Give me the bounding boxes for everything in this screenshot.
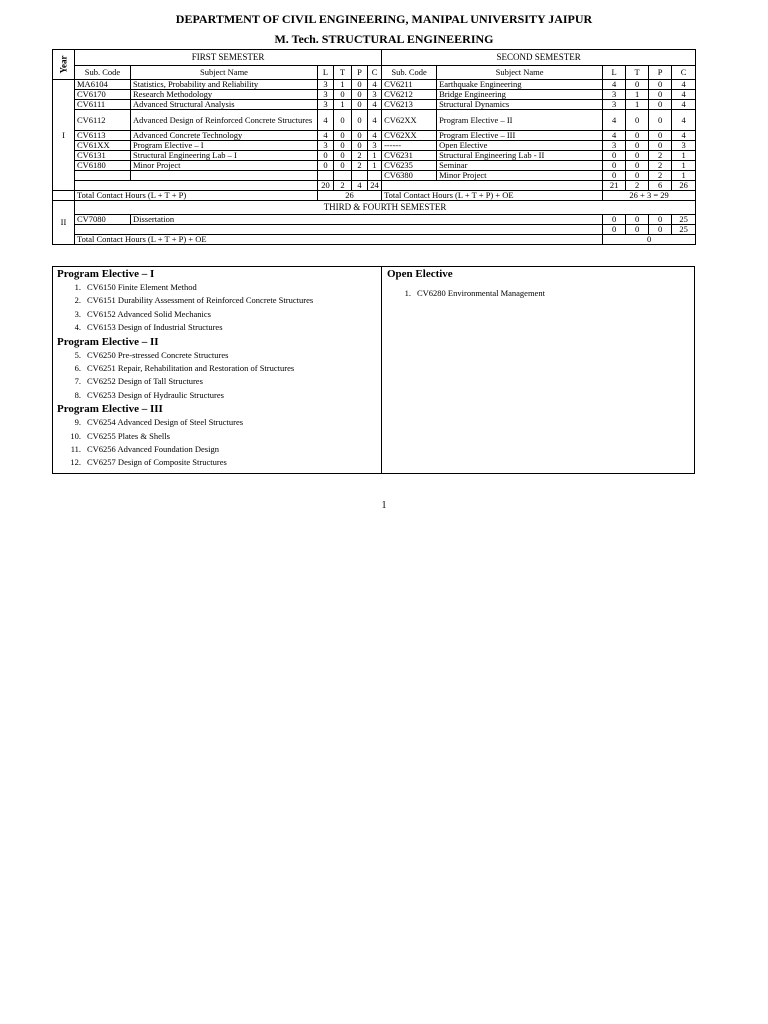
oe-title: Open Elective (387, 268, 453, 280)
second-semester-header: SECOND SEMESTER (382, 50, 696, 66)
sub-code-cell: MA6104 (75, 80, 131, 90)
elective-item (57, 362, 379, 375)
subject-name-cell: Advanced Structural Analysis (131, 100, 318, 110)
subject-name-cell: Bridge Engineering (437, 90, 603, 100)
contact-hours-row (53, 191, 696, 201)
elective-item (57, 308, 379, 321)
col-subject-name: Subject Name (131, 66, 318, 80)
total-cell: 4 (352, 181, 368, 191)
department-title: DEPARTMENT OF CIVIL ENGINEERING, MANIPAL UNIVERSITY JAIPUR (175, 12, 593, 26)
subject-name-cell: Structural Dynamics (437, 100, 603, 110)
total-cell: 2 (334, 181, 352, 191)
table-row (53, 161, 696, 171)
year-cell: I (53, 80, 75, 191)
table-row (53, 131, 696, 141)
sub-code-cell (75, 171, 131, 181)
elective-item (57, 349, 379, 362)
elective-item (57, 416, 379, 429)
subject-name-cell: Dissertation (131, 215, 603, 225)
hours-cell (368, 171, 382, 181)
hours-cell: 3 (318, 80, 334, 90)
hours-cell: 3 (318, 100, 334, 110)
elective-item (57, 375, 379, 388)
sub-code-cell: CV6235 (382, 161, 437, 171)
subject-name-cell: Minor Project (131, 161, 318, 171)
total-cell: 20 (318, 181, 334, 191)
elective-text: CV6150 Finite Element Method (87, 282, 197, 292)
hours-cell: 0 (603, 151, 626, 161)
total-cell: 0 (626, 225, 649, 235)
elective-text: CV6257 Design of Composite Structures (87, 457, 227, 468)
elective-number: 2. (74, 295, 81, 306)
elective-number: 7. (74, 376, 81, 387)
table-row (53, 90, 696, 100)
hours-cell: 4 (368, 100, 382, 110)
table-row (53, 171, 696, 181)
hours-cell: 4 (672, 90, 696, 100)
elective-text: CV6254 Advanced Design of Steel Structures (87, 417, 244, 428)
year-cell: II (53, 201, 75, 245)
table-row (53, 141, 696, 151)
elective-text: CV6152 Advanced Solid Mechanics (87, 308, 211, 319)
pe2-title: Program Elective – II (57, 335, 159, 348)
curriculum-table (52, 49, 696, 245)
sub-code-cell: CV62XX (382, 131, 437, 141)
sub-code-cell: CV6111 (75, 100, 131, 110)
contact-hours-value: 0 (603, 235, 696, 245)
elective-text: CV6280 Environmental Management (417, 288, 545, 298)
elective-text: CV6153 Design of Industrial Structures (87, 322, 223, 333)
col-l: L (603, 66, 626, 80)
sub-code-cell: CV61XX (75, 141, 131, 151)
hours-cell: 4 (603, 80, 626, 90)
elective-text: CV6252 Design of Tall Structures (87, 376, 203, 387)
elective-number: 9. (74, 417, 81, 428)
hours-cell: 0 (603, 161, 626, 171)
hours-cell: 4 (368, 80, 382, 90)
first-semester-header: FIRST SEMESTER (75, 50, 382, 66)
table-row (53, 110, 696, 131)
program-electives-column (57, 267, 379, 470)
elective-item (57, 456, 379, 469)
hours-cell: 2 (352, 151, 368, 161)
sub-code-cell: CV6212 (382, 90, 437, 100)
elective-text: CV6253 Design of Hydraulic Structures (87, 389, 224, 400)
hours-cell: 0 (649, 110, 672, 131)
col-c: C (368, 66, 382, 80)
elective-number: 1. (404, 288, 411, 298)
hours-cell: 3 (603, 141, 626, 151)
elective-text: CV6251 Repair, Rehabilitation and Restoration of Structures (87, 363, 295, 374)
elective-text: CV6255 Plates & Shells (87, 430, 170, 441)
hours-cell: 0 (334, 90, 352, 100)
hours-cell: 1 (368, 161, 382, 171)
hours-cell: 1 (672, 151, 696, 161)
contact-hours-value: 26 (318, 191, 382, 201)
hours-cell (318, 171, 334, 181)
page-number: 1 (381, 500, 387, 511)
hours-cell: 1 (626, 100, 649, 110)
hours-cell: 0 (626, 215, 649, 225)
subject-name-cell: Advanced Design of Reinforced Concrete Structures (131, 110, 318, 131)
hours-cell: 0 (649, 215, 672, 225)
hours-cell: 2 (649, 171, 672, 181)
hours-cell: 1 (334, 80, 352, 90)
open-elective-column (387, 267, 687, 300)
sub-code-cell: ------ (382, 141, 437, 151)
contact-hours-row (53, 235, 696, 245)
hours-cell: 0 (649, 90, 672, 100)
blank-cell (382, 181, 603, 191)
hours-cell: 3 (368, 141, 382, 151)
elective-item (57, 321, 379, 334)
subject-name-cell: Statistics, Probability and Reliability (131, 80, 318, 90)
subject-name-cell: Advanced Concrete Technology (131, 131, 318, 141)
col-t: T (334, 66, 352, 80)
hours-cell: 0 (318, 161, 334, 171)
hours-cell: 3 (318, 90, 334, 100)
col-sub-code: Sub. Code (382, 66, 437, 80)
pe3-list (57, 416, 379, 470)
table-row (53, 100, 696, 110)
subject-name-cell: Structural Engineering Lab – I (131, 151, 318, 161)
third-fourth-semester-row (53, 201, 696, 215)
subject-name-cell: Program Elective – II (437, 110, 603, 131)
table-row (53, 151, 696, 161)
sub-code-cell: CV6131 (75, 151, 131, 161)
hours-cell: 0 (626, 80, 649, 90)
elective-number: 4. (74, 322, 81, 333)
elective-number: 6. (74, 363, 81, 374)
year-header: Year (53, 50, 75, 80)
col-subject-name: Subject Name (437, 66, 603, 80)
elective-number: 1. (74, 282, 81, 292)
electives-divider (381, 267, 382, 473)
blank-cell (75, 181, 318, 191)
hours-cell: 0 (626, 131, 649, 141)
hours-cell: 0 (352, 90, 368, 100)
hours-cell: 0 (626, 110, 649, 131)
hours-cell: 1 (672, 161, 696, 171)
third-fourth-semester-header: THIRD & FOURTH SEMESTER (75, 201, 696, 215)
sub-code-cell: CV6231 (382, 151, 437, 161)
subject-name-cell: Structural Engineering Lab - II (437, 151, 603, 161)
pe2-list (57, 349, 379, 403)
hours-cell: 4 (318, 131, 334, 141)
hours-cell: 0 (334, 110, 352, 131)
blank-cell (53, 191, 75, 201)
pe1-list (57, 281, 379, 335)
hours-cell: 4 (368, 131, 382, 141)
hours-cell: 1 (368, 151, 382, 161)
hours-cell: 0 (649, 80, 672, 90)
hours-cell: 4 (672, 110, 696, 131)
hours-cell: 0 (334, 141, 352, 151)
contact-hours-label: Total Contact Hours (L + T + P) (75, 191, 318, 201)
sub-code-cell: CV6180 (75, 161, 131, 171)
hours-cell: 0 (649, 141, 672, 151)
elective-item (57, 294, 379, 307)
hours-cell: 1 (334, 100, 352, 110)
sub-code-cell: CV6211 (382, 80, 437, 90)
hours-cell: 3 (603, 90, 626, 100)
electives-panel (52, 266, 695, 474)
total-cell: 0 (649, 225, 672, 235)
hours-cell: 4 (368, 110, 382, 131)
hours-cell: 0 (626, 151, 649, 161)
subject-name-cell: Seminar (437, 161, 603, 171)
contact-hours-label: Total Contact Hours (L + T + P) + OE (382, 191, 603, 201)
elective-text: CV6256 Advanced Foundation Design (87, 444, 219, 455)
year2-totals-row (53, 225, 696, 235)
pe1-title: Program Elective – I (57, 268, 155, 280)
hours-cell: 3 (672, 141, 696, 151)
elective-number: 11. (70, 444, 81, 455)
hours-cell: 2 (649, 151, 672, 161)
hours-cell: 4 (318, 110, 334, 131)
blank-cell (75, 225, 603, 235)
sub-code-cell: CV6170 (75, 90, 131, 100)
hours-cell: 0 (649, 100, 672, 110)
elective-number: 5. (74, 349, 81, 360)
col-p: P (352, 66, 368, 80)
hours-cell: 2 (352, 161, 368, 171)
sub-code-cell: CV6213 (382, 100, 437, 110)
subject-name-cell: Program Elective – I (131, 141, 318, 151)
table-row (53, 80, 696, 90)
sub-code-cell: CV6380 (382, 171, 437, 181)
subject-name-cell: Minor Project (437, 171, 603, 181)
total-cell: 6 (649, 181, 672, 191)
col-t: T (626, 66, 649, 80)
hours-cell: 0 (352, 141, 368, 151)
hours-cell: 4 (603, 131, 626, 141)
total-cell: 26 (672, 181, 696, 191)
contact-hours-value: 26 + 3 = 29 (603, 191, 696, 201)
hours-cell: 0 (334, 151, 352, 161)
hours-cell: 0 (626, 141, 649, 151)
program-title: M. Tech. STRUCTURAL ENGINEERING (274, 32, 494, 46)
sub-code-cell: CV6113 (75, 131, 131, 141)
hours-cell: 3 (603, 100, 626, 110)
hours-cell: 4 (672, 100, 696, 110)
elective-item (57, 389, 379, 402)
hours-cell: 0 (626, 171, 649, 181)
col-p: P (649, 66, 672, 80)
hours-cell: 0 (603, 215, 626, 225)
sub-code-cell: CV6112 (75, 110, 131, 131)
sub-code-cell: CV62XX (382, 110, 437, 131)
hours-cell: 0 (626, 161, 649, 171)
elective-item (57, 281, 379, 294)
dissertation-row (53, 215, 696, 225)
hours-cell: 0 (352, 80, 368, 90)
col-l: L (318, 66, 334, 80)
hours-cell: 0 (352, 100, 368, 110)
elective-text: CV6151 Durability Assessment of Reinforced Concrete Structures (87, 295, 314, 306)
hours-cell: 4 (603, 110, 626, 131)
hours-cell (352, 171, 368, 181)
hours-cell: 1 (672, 171, 696, 181)
subject-name-cell (131, 171, 318, 181)
total-cell: 21 (603, 181, 626, 191)
hours-cell: 2 (649, 161, 672, 171)
hours-cell: 0 (352, 110, 368, 131)
elective-item (387, 287, 687, 300)
hours-cell: 3 (368, 90, 382, 100)
elective-item (57, 430, 379, 443)
pe3-title: Program Elective – III (57, 403, 163, 416)
hours-cell: 0 (649, 131, 672, 141)
hours-cell: 0 (603, 171, 626, 181)
hours-cell: 4 (672, 131, 696, 141)
subject-name-cell: Open Elective (437, 141, 603, 151)
hours-cell: 0 (318, 151, 334, 161)
subject-name-cell: Program Elective – III (437, 131, 603, 141)
hours-cell: 1 (626, 90, 649, 100)
hours-cell (334, 171, 352, 181)
elective-number: 3. (74, 308, 81, 319)
oe-list (387, 287, 687, 300)
elective-text: CV6250 Pre-stressed Concrete Structures (87, 349, 229, 360)
hours-cell: 0 (334, 131, 352, 141)
col-c: C (672, 66, 696, 80)
elective-number: 12. (70, 457, 81, 468)
hours-cell: 4 (672, 80, 696, 90)
elective-number: 10. (70, 430, 81, 441)
total-cell: 2 (626, 181, 649, 191)
sub-code-cell: CV7080 (75, 215, 131, 225)
hours-cell: 0 (334, 161, 352, 171)
hours-cell: 3 (318, 141, 334, 151)
subject-name-cell: Earthquake Engineering (437, 80, 603, 90)
subject-name-cell: Research Methodology (131, 90, 318, 100)
semester-totals-row (53, 181, 696, 191)
total-cell: 24 (368, 181, 382, 191)
total-cell: 25 (672, 225, 696, 235)
total-cell: 0 (603, 225, 626, 235)
elective-item (57, 443, 379, 456)
contact-hours-label: Total Contact Hours (L + T + P) + OE (75, 235, 603, 245)
hours-cell: 25 (672, 215, 696, 225)
col-sub-code: Sub. Code (75, 66, 131, 80)
elective-number: 8. (74, 389, 81, 400)
hours-cell: 0 (352, 131, 368, 141)
